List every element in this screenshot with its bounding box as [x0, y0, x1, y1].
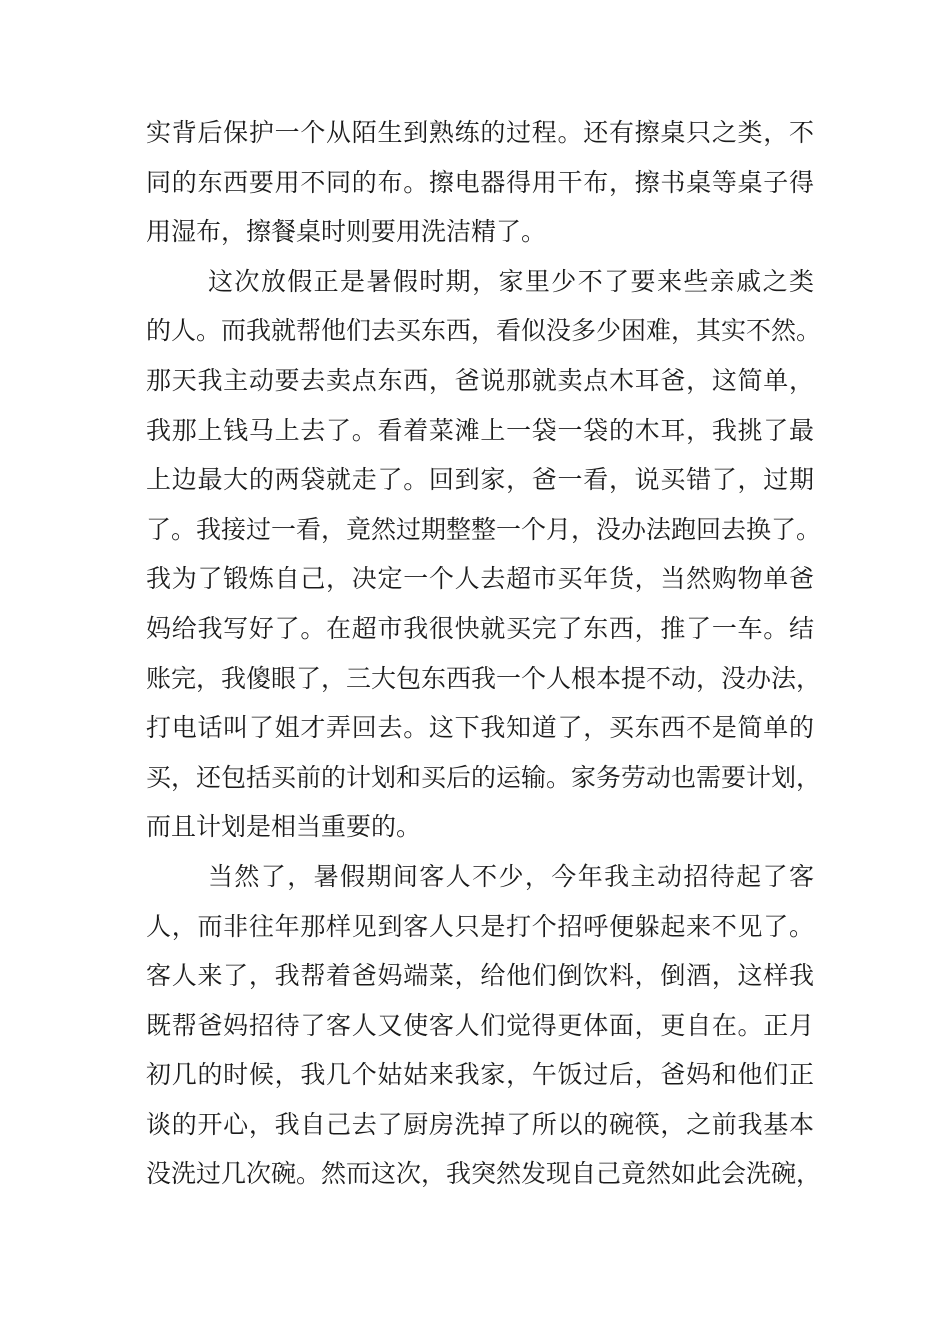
text-line: 实背后保护一个从陌生到熟练的过程。还有擦桌只之类，不: [146, 118, 814, 147]
text-line: 上边最大的两袋就走了。回到家，爸一看，说买错了，过期: [146, 465, 814, 495]
text-line: 买，还包括买前的计划和买后的运输。家务劳动也需要计划，: [146, 762, 822, 792]
text-line: 客人来了，我帮着爸妈端菜，给他们倒饮料，倒酒，这样我: [146, 961, 814, 991]
text-line: 人，而非往年那样见到客人只是打个招呼便躲起来不见了。: [146, 911, 814, 941]
text-line: 我为了锻炼自己，决定一个人去超市买年货，当然购物单爸: [146, 564, 814, 594]
text-line: 谈的开心，我自己去了厨房洗掉了所以的碗筷，之前我基本: [146, 1109, 814, 1139]
text-line: 账完，我傻眼了，三大包东西我一个人根本提不动，没办法，: [146, 663, 822, 693]
text-line: 初几的时候，我几个姑姑来我家，午饭过后，爸妈和他们正: [146, 1060, 814, 1090]
text-line: 了。我接过一看，竟然过期整整一个月，没办法跑回去换了。: [146, 514, 822, 544]
text-line: 同的东西要用不同的布。擦电器得用干布，擦书桌等桌子得: [146, 167, 814, 197]
text-line: 用湿布，擦餐桌时则要用洗洁精了。: [146, 217, 547, 247]
text-line: 妈给我写好了。在超市我很快就买完了东西，推了一车。结: [146, 613, 814, 643]
text-line: 打电话叫了姐才弄回去。这下我知道了，买东西不是简单的: [146, 713, 814, 743]
paragraph-first-line: 当然了，暑假期间客人不少，今年我主动招待起了客: [208, 861, 814, 891]
text-line: 而且计划是相当重要的。: [146, 812, 422, 842]
text-line: 的人。而我就帮他们去买东西，看似没多少困难，其实不然。: [146, 316, 822, 346]
text-line: 那天我主动要去卖点东西，爸说那就卖点木耳爸，这简单，: [146, 365, 814, 395]
paragraph-first-line: 这次放假正是暑假时期，家里少不了要来些亲戚之类: [208, 266, 814, 296]
body-text: [146, 108, 822, 1199]
text-line: 我那上钱马上去了。看着菜滩上一袋一袋的木耳，我挑了最: [146, 415, 814, 445]
text-line: 既帮爸妈招待了客人又使客人们觉得更体面，更自在。正月: [146, 1010, 814, 1040]
text-line: 没洗过几次碗。然而这次，我突然发现自己竟然如此会洗碗，: [146, 1159, 822, 1189]
